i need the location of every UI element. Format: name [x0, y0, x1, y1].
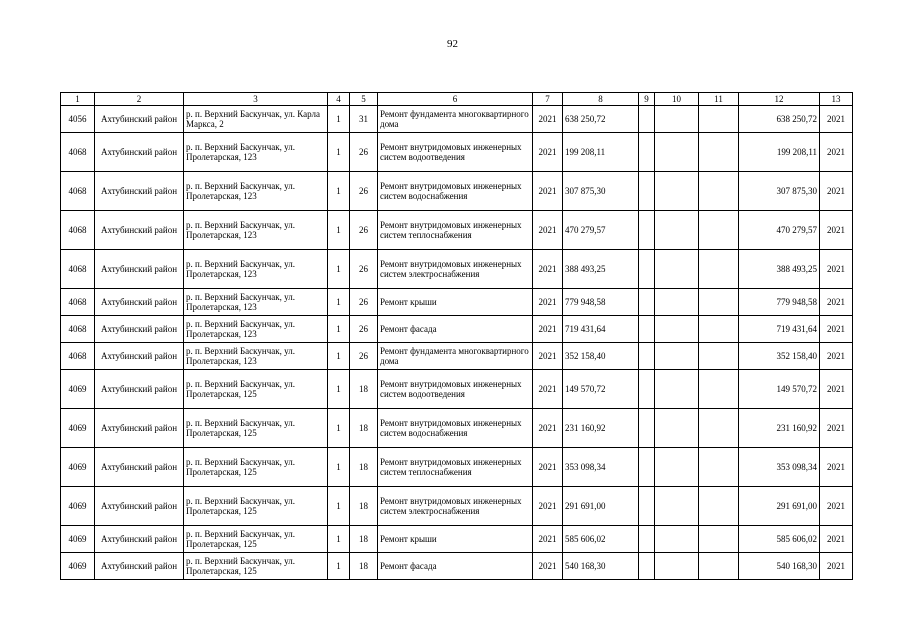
- table-row: [61, 211, 853, 250]
- year-cell: 2021: [533, 409, 563, 448]
- amount-cell: 149 570,72: [563, 370, 639, 409]
- column-header-11: 11: [699, 93, 739, 106]
- col4-cell: 1: [328, 448, 350, 487]
- year-cell: 2021: [533, 343, 563, 370]
- page-number: 92: [447, 38, 458, 50]
- col5-cell: 26: [350, 316, 378, 343]
- end-year-cell: 2021: [820, 487, 853, 526]
- amount-cell: 585 606,02: [563, 526, 639, 553]
- total-cell: 540 168,30: [739, 553, 820, 580]
- col5-cell: 26: [350, 211, 378, 250]
- end-year-cell: 2021: [820, 553, 853, 580]
- district-cell: Ахтубинский район: [95, 553, 184, 580]
- total-cell: 388 493,25: [739, 250, 820, 289]
- col5-cell: 18: [350, 448, 378, 487]
- column-header-1: 1: [61, 93, 95, 106]
- col9-cell: [639, 553, 655, 580]
- col9-cell: [639, 211, 655, 250]
- total-cell: 307 875,30: [739, 172, 820, 211]
- total-cell: 231 160,92: [739, 409, 820, 448]
- district-cell: Ахтубинский район: [95, 106, 184, 133]
- col9-cell: [639, 526, 655, 553]
- work-type-cell: Ремонт фасада: [378, 553, 533, 580]
- header-row: [61, 93, 853, 106]
- row-number: 4069: [61, 409, 95, 448]
- column-header-4: 4: [328, 93, 350, 106]
- col11-cell: [699, 316, 739, 343]
- total-cell: 149 570,72: [739, 370, 820, 409]
- district-cell: Ахтубинский район: [95, 343, 184, 370]
- work-type-cell: Ремонт внутридомовых инженерных систем водоснабжения: [378, 409, 533, 448]
- end-year-cell: 2021: [820, 370, 853, 409]
- column-header-12: 12: [739, 93, 820, 106]
- row-number: 4068: [61, 133, 95, 172]
- district-cell: Ахтубинский район: [95, 133, 184, 172]
- col4-cell: 1: [328, 133, 350, 172]
- year-cell: 2021: [533, 172, 563, 211]
- col10-cell: [655, 316, 699, 343]
- column-header-7: 7: [533, 93, 563, 106]
- row-number: 4068: [61, 172, 95, 211]
- col10-cell: [655, 409, 699, 448]
- work-type-cell: Ремонт внутридомовых инженерных систем водоотведения: [378, 370, 533, 409]
- col9-cell: [639, 133, 655, 172]
- district-cell: Ахтубинский район: [95, 289, 184, 316]
- table-row: [61, 316, 853, 343]
- end-year-cell: 2021: [820, 409, 853, 448]
- address-cell: р. п. Верхний Баскунчак, ул. Пролетарская, 123: [184, 289, 328, 316]
- col10-cell: [655, 250, 699, 289]
- col9-cell: [639, 343, 655, 370]
- column-header-2: 2: [95, 93, 184, 106]
- col10-cell: [655, 448, 699, 487]
- row-number: 4069: [61, 448, 95, 487]
- address-cell: р. п. Верхний Баскунчак, ул. Пролетарская, 123: [184, 211, 328, 250]
- amount-cell: 388 493,25: [563, 250, 639, 289]
- end-year-cell: 2021: [820, 448, 853, 487]
- col4-cell: 1: [328, 553, 350, 580]
- work-type-cell: Ремонт фасада: [378, 316, 533, 343]
- table-row: [61, 448, 853, 487]
- col10-cell: [655, 370, 699, 409]
- col4-cell: 1: [328, 211, 350, 250]
- col9-cell: [639, 289, 655, 316]
- address-cell: р. п. Верхний Баскунчак, ул. Пролетарская, 123: [184, 250, 328, 289]
- amount-cell: 719 431,64: [563, 316, 639, 343]
- col11-cell: [699, 487, 739, 526]
- col11-cell: [699, 106, 739, 133]
- col4-cell: 1: [328, 343, 350, 370]
- address-cell: р. п. Верхний Баскунчак, ул. Пролетарская, 125: [184, 448, 328, 487]
- col11-cell: [699, 526, 739, 553]
- col4-cell: 1: [328, 289, 350, 316]
- row-number: 4069: [61, 370, 95, 409]
- district-cell: Ахтубинский район: [95, 316, 184, 343]
- col5-cell: 18: [350, 553, 378, 580]
- district-cell: Ахтубинский район: [95, 448, 184, 487]
- column-header-3: 3: [184, 93, 328, 106]
- total-cell: 638 250,72: [739, 106, 820, 133]
- registry-table: [60, 92, 853, 580]
- amount-cell: 470 279,57: [563, 211, 639, 250]
- column-header-13: 13: [820, 93, 853, 106]
- work-type-cell: Ремонт внутридомовых инженерных систем электроснабжения: [378, 487, 533, 526]
- table-body: [61, 106, 853, 580]
- amount-cell: 352 158,40: [563, 343, 639, 370]
- district-cell: Ахтубинский район: [95, 526, 184, 553]
- col11-cell: [699, 409, 739, 448]
- year-cell: 2021: [533, 487, 563, 526]
- work-type-cell: Ремонт крыши: [378, 526, 533, 553]
- col4-cell: 1: [328, 409, 350, 448]
- col11-cell: [699, 448, 739, 487]
- table-row: [61, 370, 853, 409]
- table-row: [61, 526, 853, 553]
- row-number: 4068: [61, 316, 95, 343]
- col5-cell: 26: [350, 343, 378, 370]
- col9-cell: [639, 316, 655, 343]
- end-year-cell: 2021: [820, 316, 853, 343]
- end-year-cell: 2021: [820, 133, 853, 172]
- col11-cell: [699, 343, 739, 370]
- col9-cell: [639, 448, 655, 487]
- year-cell: 2021: [533, 526, 563, 553]
- col11-cell: [699, 370, 739, 409]
- col10-cell: [655, 289, 699, 316]
- address-cell: р. п. Верхний Баскунчак, ул. Пролетарская, 123: [184, 316, 328, 343]
- table-row: [61, 409, 853, 448]
- year-cell: 2021: [533, 448, 563, 487]
- end-year-cell: 2021: [820, 172, 853, 211]
- col5-cell: 26: [350, 289, 378, 316]
- col4-cell: 1: [328, 172, 350, 211]
- table-row: [61, 172, 853, 211]
- district-cell: Ахтубинский район: [95, 370, 184, 409]
- col11-cell: [699, 289, 739, 316]
- amount-cell: 291 691,00: [563, 487, 639, 526]
- table-row: [61, 106, 853, 133]
- col9-cell: [639, 487, 655, 526]
- year-cell: 2021: [533, 250, 563, 289]
- total-cell: 353 098,34: [739, 448, 820, 487]
- address-cell: р. п. Верхний Баскунчак, ул. Пролетарская, 123: [184, 343, 328, 370]
- col10-cell: [655, 526, 699, 553]
- address-cell: р. п. Верхний Баскунчак, ул. Карла Маркса, 2: [184, 106, 328, 133]
- col11-cell: [699, 172, 739, 211]
- address-cell: р. п. Верхний Баскунчак, ул. Пролетарская, 123: [184, 133, 328, 172]
- table-row: [61, 487, 853, 526]
- table-row: [61, 289, 853, 316]
- amount-cell: 307 875,30: [563, 172, 639, 211]
- table-row: [61, 250, 853, 289]
- work-type-cell: Ремонт фундамента многоквартирного дома: [378, 106, 533, 133]
- col5-cell: 18: [350, 487, 378, 526]
- year-cell: 2021: [533, 106, 563, 133]
- col10-cell: [655, 133, 699, 172]
- year-cell: 2021: [533, 553, 563, 580]
- col5-cell: 26: [350, 250, 378, 289]
- address-cell: р. п. Верхний Баскунчак, ул. Пролетарская, 125: [184, 526, 328, 553]
- col5-cell: 31: [350, 106, 378, 133]
- row-number: 4069: [61, 526, 95, 553]
- column-header-10: 10: [655, 93, 699, 106]
- work-type-cell: Ремонт фундамента многоквартирного дома: [378, 343, 533, 370]
- district-cell: Ахтубинский район: [95, 172, 184, 211]
- total-cell: 199 208,11: [739, 133, 820, 172]
- col10-cell: [655, 106, 699, 133]
- col10-cell: [655, 487, 699, 526]
- address-cell: р. п. Верхний Баскунчак, ул. Пролетарская, 123: [184, 172, 328, 211]
- column-header-9: 9: [639, 93, 655, 106]
- end-year-cell: 2021: [820, 289, 853, 316]
- column-header-5: 5: [350, 93, 378, 106]
- work-type-cell: Ремонт внутридомовых инженерных систем водоснабжения: [378, 172, 533, 211]
- end-year-cell: 2021: [820, 250, 853, 289]
- year-cell: 2021: [533, 316, 563, 343]
- end-year-cell: 2021: [820, 211, 853, 250]
- address-cell: р. п. Верхний Баскунчак, ул. Пролетарская, 125: [184, 487, 328, 526]
- year-cell: 2021: [533, 370, 563, 409]
- col5-cell: 18: [350, 370, 378, 409]
- col5-cell: 18: [350, 526, 378, 553]
- work-type-cell: Ремонт внутридомовых инженерных систем водоотведения: [378, 133, 533, 172]
- row-number: 4069: [61, 487, 95, 526]
- year-cell: 2021: [533, 133, 563, 172]
- year-cell: 2021: [533, 211, 563, 250]
- end-year-cell: 2021: [820, 106, 853, 133]
- col11-cell: [699, 211, 739, 250]
- column-header-6: 6: [378, 93, 533, 106]
- col4-cell: 1: [328, 316, 350, 343]
- work-type-cell: Ремонт внутридомовых инженерных систем теплоснабжения: [378, 211, 533, 250]
- col4-cell: 1: [328, 250, 350, 289]
- row-number: 4069: [61, 553, 95, 580]
- row-number: 4056: [61, 106, 95, 133]
- end-year-cell: 2021: [820, 343, 853, 370]
- amount-cell: 540 168,30: [563, 553, 639, 580]
- amount-cell: 353 098,34: [563, 448, 639, 487]
- work-type-cell: Ремонт внутридомовых инженерных систем электроснабжения: [378, 250, 533, 289]
- col11-cell: [699, 133, 739, 172]
- col5-cell: 26: [350, 133, 378, 172]
- table-row: [61, 343, 853, 370]
- amount-cell: 779 948,58: [563, 289, 639, 316]
- col10-cell: [655, 172, 699, 211]
- address-cell: р. п. Верхний Баскунчак, ул. Пролетарская, 125: [184, 553, 328, 580]
- district-cell: Ахтубинский район: [95, 250, 184, 289]
- col9-cell: [639, 370, 655, 409]
- col4-cell: 1: [328, 106, 350, 133]
- district-cell: Ахтубинский район: [95, 211, 184, 250]
- col4-cell: 1: [328, 370, 350, 409]
- row-number: 4068: [61, 289, 95, 316]
- col11-cell: [699, 553, 739, 580]
- row-number: 4068: [61, 211, 95, 250]
- year-cell: 2021: [533, 289, 563, 316]
- table-row: [61, 133, 853, 172]
- col10-cell: [655, 343, 699, 370]
- col11-cell: [699, 250, 739, 289]
- total-cell: 352 158,40: [739, 343, 820, 370]
- amount-cell: 638 250,72: [563, 106, 639, 133]
- total-cell: 291 691,00: [739, 487, 820, 526]
- col9-cell: [639, 409, 655, 448]
- row-number: 4068: [61, 343, 95, 370]
- total-cell: 470 279,57: [739, 211, 820, 250]
- address-cell: р. п. Верхний Баскунчак, ул. Пролетарская, 125: [184, 409, 328, 448]
- end-year-cell: 2021: [820, 526, 853, 553]
- column-header-8: 8: [563, 93, 639, 106]
- total-cell: 585 606,02: [739, 526, 820, 553]
- district-cell: Ахтубинский район: [95, 409, 184, 448]
- col9-cell: [639, 106, 655, 133]
- col10-cell: [655, 211, 699, 250]
- table-row: [61, 553, 853, 580]
- total-cell: 719 431,64: [739, 316, 820, 343]
- col4-cell: 1: [328, 487, 350, 526]
- col10-cell: [655, 553, 699, 580]
- col4-cell: 1: [328, 526, 350, 553]
- col9-cell: [639, 250, 655, 289]
- work-type-cell: Ремонт крыши: [378, 289, 533, 316]
- district-cell: Ахтубинский район: [95, 487, 184, 526]
- amount-cell: 231 160,92: [563, 409, 639, 448]
- col5-cell: 18: [350, 409, 378, 448]
- total-cell: 779 948,58: [739, 289, 820, 316]
- col5-cell: 26: [350, 172, 378, 211]
- row-number: 4068: [61, 250, 95, 289]
- col9-cell: [639, 172, 655, 211]
- amount-cell: 199 208,11: [563, 133, 639, 172]
- address-cell: р. п. Верхний Баскунчак, ул. Пролетарская, 125: [184, 370, 328, 409]
- work-type-cell: Ремонт внутридомовых инженерных систем теплоснабжения: [378, 448, 533, 487]
